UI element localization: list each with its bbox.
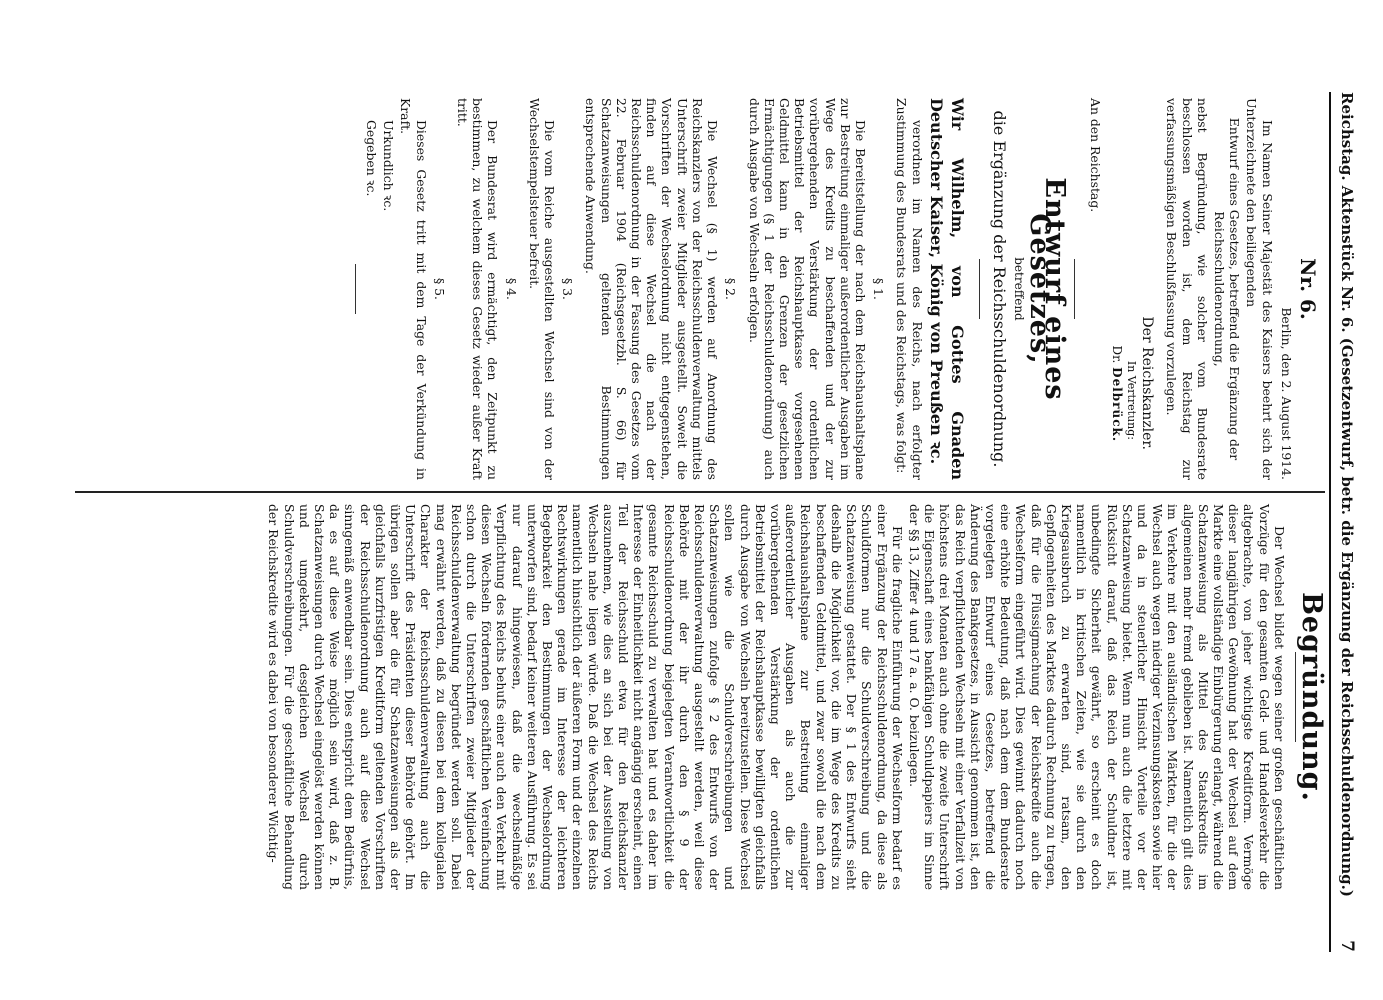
section-5-heading: § 5.: [431, 278, 447, 300]
section-1-text: Die Bereitstellung der nach dem Reichshaushaltsplane zur Bestreitung einmaliger außerordentlicher Ausgaben im Wege des Kredits zu beschaffenden und der zur vorübergehenden Verstärkung der ordentlichen Betriebsmittel der Reichshauptkasse vorgesehenen Geldmittel kann in den Grenzen der gesetzlichen Ermächtigungen (§ 1 der Reichsschuldenordnung) auch durch Ausgabe von Wechseln erfolgen.: [746, 98, 868, 480]
signature-surname: Delbrück.: [1109, 367, 1124, 442]
addressee: An den Reichstag.: [1087, 98, 1103, 213]
closing-gegeben: Gegeben ꝛc.: [364, 120, 380, 197]
signature-deputy: In Vertretung:: [1124, 360, 1138, 440]
signature-title: Der Reichskanzler.: [1139, 316, 1156, 450]
end-rule: [355, 264, 356, 314]
section-3-text: Die vom Reiche ausgestellten Wechsel sind von der Wechselstempelsteuer befreit.: [526, 98, 558, 480]
header-title: Reichstag. Aktenstück Nr. 6. (Gesetzentwurf, betr. die Ergänzung der Reichsschuldenordnung.): [1338, 92, 1356, 897]
column-divider: [75, 491, 1325, 493]
signature-prefix: Dr.: [1109, 345, 1124, 364]
left-column: [347, 98, 1323, 480]
document-date: Berlin, den 2. August 1914.: [1278, 307, 1294, 480]
right-column: [264, 504, 1327, 890]
page-number: 7: [1337, 940, 1357, 952]
running-header: [1329, 92, 1359, 952]
intro-text: Im Namen Seiner Majestät des Kaisers beehrt sich der Unterzeichnete den beiliegenden: [1244, 98, 1275, 480]
section-3-heading: § 3.: [560, 278, 576, 300]
intro-closing: nebst Begründung, wie solcher vom Bundesrate beschlossen worden ist, dem Reichstag zur verfassungsmäßigen Beschlußfassung vorzulegen.: [1164, 98, 1210, 480]
justification-heading: Begründung.: [1296, 592, 1327, 802]
intro-bill-title: Entwurf eines Gesetzes, betreffend die Ergänzung der Reichsschuldenordnung,: [1211, 117, 1243, 461]
signature-name: [1109, 98, 1124, 442]
section-2-heading: § 2.: [723, 278, 739, 300]
enacting-formula: [925, 98, 967, 480]
separator-rule: [979, 259, 980, 319]
justification-paragraph-1: Der Wechsel bildet wegen seiner großen geschäftlichen Vorzüge für den gesamten Geld- und Handelsverkehr die altgebrachte, von jeher wichtigste Kreditform. Vermöge dieser langjährigen Gewöhnung hat der Wechsel auf dem Markte eine vollständige Einbürgerung erlangt, während die Schatzanweisung als Mittel des Staatskredits im allgemeinen mehr fremd geblieben ist. Namentlich gilt dies im Verkehre mit den ausländischen Märkten, für die der Wechsel auch wegen niedriger Verzinsungskosten sowie hier und da in steuerlicher Hinsicht Vorteile vor der Schatzanweisung bietet. Wenn nun auch die letztere mit Rücksicht darauf, daß das Reich der Schuldner ist, unbedingte Sicherheit gewährt, so erscheint es doch namentlich in kritischen Zeiten, wie sie durch den Kriegsausbruch zu erwarten sind, ratsam, den Gepflogenheiten des Marktes dadurch Rechnung zu tragen, daß für die Flüssigmachung der Reichskredite auch die Wechselform eingeführt wird. Dies gewinnt dadurch noch eine erhöhte Bedeutung, daß nach dem dem Bundesrate vorgelegten Entwurf eines Gesetzes, betreffend die Änderung des Bankgesetzes, in Aussicht genommen ist, den das Reich verpflichtenden Wechseln mit einer Verfallzeit von höchstens drei Monaten auch ohne die zweite Unterschrift die Eigenschaft eines bankfähigen Schuldpapiers im Sinne der §§ 13, Ziffer 4 und 17 a. a. O. beizulegen.: [906, 504, 1287, 890]
section-2-text: Die Wechsel (§ 1) werden auf Anordnung des Reichskanzlers von der Reichsschuldenverwaltung mittels Unterschrift zweier Mitglieder ausgestellt. Soweit die Vorschriften der Wechselordnung nicht entgegenstehen, finden auf diese Wechsel die nach der Reichsschuldenordnung in der Fassung des Gesetzes vom 22. Februar 1904 (Reichsgesetzbl. S. 66) für Schatzanweisungen geltenden Bestimmungen entsprechende Anwendung.: [583, 98, 721, 480]
bill-subject: die Ergänzung der Reichsschuldenordnung.: [989, 110, 1009, 468]
enacting-clause: verordnen im Namen des Reichs, nach erfolgter Zustimmung des Bundesrats und des Reichstags, was folgt:: [894, 98, 925, 480]
section-4-text: Der Bundesrat wird ermächtigt, den Zeitpunkt zu bestimmen, zu welchem dieses Gesetz wieder außer Kraft tritt.: [455, 98, 501, 480]
separator-rule: [1074, 259, 1075, 319]
bill-title: Entwurf eines Gesetzes,: [1024, 177, 1071, 401]
closing-urkundlich: Urkundlich ꝛc.: [381, 120, 397, 212]
section-1-heading: § 1.: [871, 278, 887, 300]
document-number: Nr. 6.: [1296, 258, 1320, 320]
bill-betreffend: betreffend: [1011, 257, 1026, 321]
section-4-heading: § 4.: [503, 278, 519, 300]
section-5-text: Dieses Gesetz tritt mit dem Tage der Verkündung in Kraft.: [398, 98, 429, 480]
enacting-formula-text: Wir Wilhelm, von Gottes Gnaden Deutscher Kaiser, König von Preußen ꝛc.: [926, 98, 967, 480]
justification-paragraph-2: Für die fragliche Einführung der Wechselform bedarf es einer Ergänzung der Reichsschuldenordnung, da diese als Schuldformen nur die Schuldverschreibung und die Schatzanweisung gestattet. Der § 1 des Entwurfs sieht deshalb die Möglichkeit vor, die im Wege des Kredits zu beschaffenden Geldmittel, und zwar sowohl die nach dem Reichshaushaltsplane zur Bestreitung einmaliger außerordentlicher Ausgaben als auch die zur vorübergehenden Verstärkung der ordentlichen Betriebsmittel der Reichshauptkasse bewilligten gleichfalls durch Ausgabe von Wechseln bereitzustellen. Diese Wechsel sollen wie die Schuldverschreibungen und Schatzanweisungen zufolge § 2 des Entwurfs von der Reichsschuldenverwaltung ausgestellt werden, weil diese Behörde mit der ihr durch den § 9 der Reichsschuldenordnung beigelegten Verantwortlichkeit die gesamte Reichsschuld zu verwalten hat und es daher im Interesse der Einheitlichkeit nicht angängig erscheint, einen Teil der Reichsschuld etwa für den Reichskanzler auszunehmen, wie dies an sich bei der Ausstellung von Wechseln nahe liegen würde. Daß die Wechsel des Reichs namentlich hinsichtlich der äußeren Form und der einzelnen Rechtswirkungen gerade im Interesse der leichteren Begebbarkeit den Bestimmungen der Wechselordnung unterworfen sind, bedarf keiner weiteren Ausführung. Es sei nur darauf hingewiesen, daß die wechselmäßige Verpflichtung des Reichs behufs einer auch den Verkehr mit diesen Wechseln fördernden geschäftlichen Vereinfachung schon durch die Unterschriften zweier Mitglieder der Reichsschuldenverwaltung begründet werden soll. Dabei mag erwähnt werden, daß zu diesen bei dem kollegialen Charakter der Reichsschuldenverwaltung auch die Unterschrift des Präsidenten dieser Behörde gehört. Im übrigen sollen aber die für Schatzanweisungen als der gleichfalls kurzfristigen Kreditform geltenden Vorschriften der Reichsschuldenordnung auch auf diese Wechsel sinngemäß anwendbar sein. Dies entspricht dem Bedürfnis, da es auf diese Weise möglich sein wird, daß z. B. Schatzanweisungen durch Wechsel eingelöst werden können und umgekehrt, desgleichen Wechsel durch Schuldverschreibungen. Für die geschäftliche Behandlung der Reichskredite wird es dabei von besonderer Wichtig-: [266, 504, 905, 890]
